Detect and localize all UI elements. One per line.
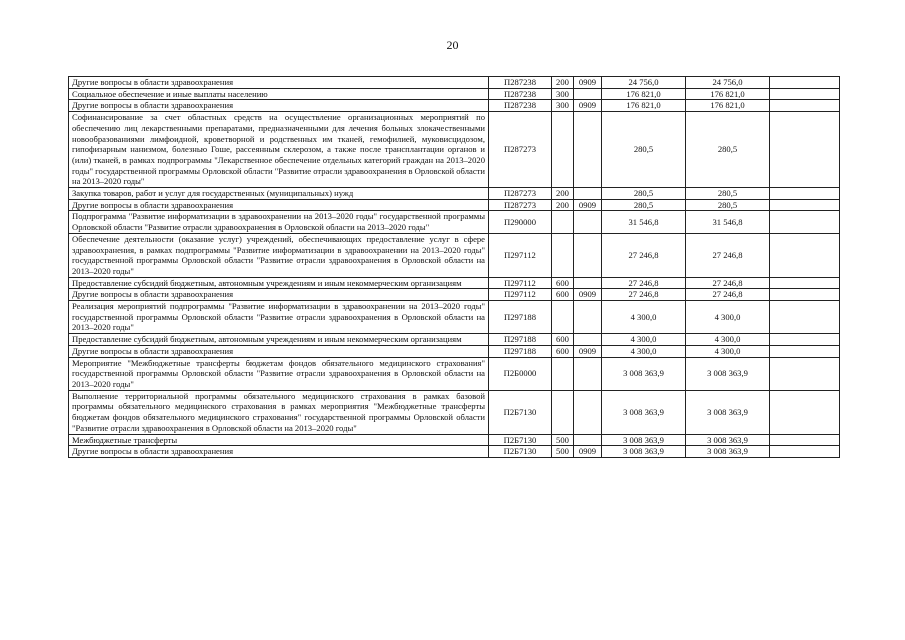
table-row	[69, 199, 840, 211]
amount-cell-2: 27 246,8	[686, 233, 770, 277]
table-row	[69, 446, 840, 458]
amount-cell-2: 24 756,0	[686, 77, 770, 89]
item-name-cell: Подпрограмма "Развитие информатизации в здравоохранении на 2013–2020 годы" государственной программы Орловской области "Развитие отрасли здравоохранения в Орловской области на 2013–2020 годы"	[69, 211, 489, 233]
expense-type-cell: 600	[552, 334, 574, 346]
item-name-cell: Обеспечение деятельности (оказание услуг) учреждений, обеспечивающих предоставление услуг в сфере здравоохранения, в рамках подпрограммы "Развитие информатизации в здравоохранении на 2013–2020 годы" государственной программы Орловской области "Развитие отрасли здравоохранения в Орловской области на 2013–2020 годы"	[69, 233, 489, 277]
table-row	[69, 390, 840, 434]
section-code-cell	[574, 390, 602, 434]
table-row	[69, 112, 840, 188]
budget-table	[68, 76, 840, 458]
empty-cell	[770, 446, 840, 458]
target-code-cell: П287273	[489, 188, 552, 200]
amount-cell: 4 300,0	[602, 334, 686, 346]
section-code-cell	[574, 301, 602, 334]
target-code-cell: П297188	[489, 345, 552, 357]
target-code-cell: П290000	[489, 211, 552, 233]
amount-cell: 176 821,0	[602, 100, 686, 112]
amount-cell-2: 4 300,0	[686, 301, 770, 334]
amount-cell: 3 008 363,9	[602, 434, 686, 446]
expense-type-cell: 300	[552, 88, 574, 100]
expense-type-cell: 600	[552, 289, 574, 301]
amount-cell-2: 4 300,0	[686, 345, 770, 357]
expense-type-cell	[552, 211, 574, 233]
empty-cell	[770, 434, 840, 446]
empty-cell	[770, 301, 840, 334]
item-name-cell: Предоставление субсидий бюджетным, автономным учреждениям и иным некоммерческим организациям	[69, 334, 489, 346]
target-code-cell: П287238	[489, 77, 552, 89]
item-name-cell: Другие вопросы в области здравоохранения	[69, 77, 489, 89]
section-code-cell: 0909	[574, 446, 602, 458]
amount-cell: 27 246,8	[602, 289, 686, 301]
table-row	[69, 434, 840, 446]
item-name-cell: Софинансирование за счет областных средств на осуществление организационных мероприятий по обеспечению лиц лекарственными препаратами, предназначенными для лечения больных злокачественными новообразованиями лимфоидной, кроветворной и родственных им тканей, гемофилией, муковисцидозом, гипофизарным нанизмом, болезнью Гоше, рассеянным склерозом, а также после трансплантации органов и (или) тканей, в рамках подпрограммы "Лекарственное обеспечение отдельных категорий граждан на 2013–2020 годы" государственной программы Орловской области "Развитие отрасли здравоохранения в Орловской области на 2013–2020 годы"	[69, 112, 489, 188]
section-code-cell: 0909	[574, 199, 602, 211]
item-name-cell: Реализация мероприятий подпрограммы "Развитие информатизации в здравоохранении на 2013–2020 годы" государственной программы Орловской области "Развитие отрасли здравоохранения в Орловской области на 2013–2020 годы"	[69, 301, 489, 334]
empty-cell	[770, 334, 840, 346]
target-code-cell: П297188	[489, 301, 552, 334]
section-code-cell: 0909	[574, 77, 602, 89]
expense-type-cell: 600	[552, 277, 574, 289]
section-code-cell	[574, 112, 602, 188]
expense-type-cell	[552, 233, 574, 277]
expense-type-cell: 500	[552, 434, 574, 446]
amount-cell: 280,5	[602, 188, 686, 200]
item-name-cell: Другие вопросы в области здравоохранения	[69, 289, 489, 301]
section-code-cell	[574, 334, 602, 346]
expense-type-cell	[552, 390, 574, 434]
item-name-cell: Межбюджетные трансферты	[69, 434, 489, 446]
target-code-cell: П2Б7130	[489, 434, 552, 446]
amount-cell: 280,5	[602, 112, 686, 188]
target-code-cell: П287273	[489, 199, 552, 211]
table-row	[69, 77, 840, 89]
item-name-cell: Социальное обеспечение и иные выплаты населению	[69, 88, 489, 100]
expense-type-cell	[552, 357, 574, 390]
item-name-cell: Другие вопросы в области здравоохранения	[69, 100, 489, 112]
table-row	[69, 88, 840, 100]
amount-cell-2: 176 821,0	[686, 88, 770, 100]
item-name-cell: Мероприятие "Межбюджетные трансферты бюджетам фондов обязательного медицинского страхования" государственной программы Орловской области "Развитие отрасли здравоохранения в Орловской области на 2013–2020 годы"	[69, 357, 489, 390]
table-row	[69, 289, 840, 301]
empty-cell	[770, 357, 840, 390]
amount-cell-2: 3 008 363,9	[686, 446, 770, 458]
target-code-cell: П287273	[489, 112, 552, 188]
amount-cell: 3 008 363,9	[602, 446, 686, 458]
amount-cell-2: 176 821,0	[686, 100, 770, 112]
target-code-cell: П297112	[489, 289, 552, 301]
table-row	[69, 334, 840, 346]
target-code-cell: П2Б0000	[489, 357, 552, 390]
empty-cell	[770, 199, 840, 211]
empty-cell	[770, 88, 840, 100]
target-code-cell: П287238	[489, 100, 552, 112]
section-code-cell	[574, 88, 602, 100]
empty-cell	[770, 233, 840, 277]
table-row	[69, 211, 840, 233]
section-code-cell	[574, 233, 602, 277]
target-code-cell: П2Б7130	[489, 446, 552, 458]
section-code-cell	[574, 277, 602, 289]
empty-cell	[770, 289, 840, 301]
section-code-cell	[574, 188, 602, 200]
empty-cell	[770, 211, 840, 233]
table-row	[69, 345, 840, 357]
empty-cell	[770, 188, 840, 200]
empty-cell	[770, 390, 840, 434]
item-name-cell: Другие вопросы в области здравоохранения	[69, 345, 489, 357]
section-code-cell: 0909	[574, 289, 602, 301]
target-code-cell: П2Б7130	[489, 390, 552, 434]
amount-cell-2: 3 008 363,9	[686, 390, 770, 434]
amount-cell: 31 546,8	[602, 211, 686, 233]
section-code-cell	[574, 434, 602, 446]
amount-cell: 280,5	[602, 199, 686, 211]
amount-cell: 3 008 363,9	[602, 357, 686, 390]
expense-type-cell	[552, 112, 574, 188]
amount-cell: 3 008 363,9	[602, 390, 686, 434]
item-name-cell: Выполнение территориальной программы обязательного медицинского страхования в рамках базовой программы обязательного медицинского страхования в рамках мероприятия "Межбюджетные трансферты бюджетам фондов обязательного медицинского страхования" государственной программы Орловской области "Развитие отрасли здравоохранения в Орловской области на 2013–2020 годы"	[69, 390, 489, 434]
empty-cell	[770, 112, 840, 188]
amount-cell-2: 31 546,8	[686, 211, 770, 233]
amount-cell-2: 4 300,0	[686, 334, 770, 346]
expense-type-cell	[552, 301, 574, 334]
expense-type-cell: 200	[552, 188, 574, 200]
item-name-cell: Другие вопросы в области здравоохранения	[69, 199, 489, 211]
expense-type-cell: 200	[552, 199, 574, 211]
amount-cell-2: 280,5	[686, 112, 770, 188]
expense-type-cell: 600	[552, 345, 574, 357]
amount-cell: 27 246,8	[602, 277, 686, 289]
item-name-cell: Другие вопросы в области здравоохранения	[69, 446, 489, 458]
amount-cell: 4 300,0	[602, 345, 686, 357]
amount-cell: 176 821,0	[602, 88, 686, 100]
amount-cell: 27 246,8	[602, 233, 686, 277]
target-code-cell: П297112	[489, 277, 552, 289]
expense-type-cell: 500	[552, 446, 574, 458]
amount-cell-2: 3 008 363,9	[686, 434, 770, 446]
amount-cell-2: 27 246,8	[686, 277, 770, 289]
amount-cell-2: 280,5	[686, 188, 770, 200]
section-code-cell: 0909	[574, 100, 602, 112]
expense-type-cell: 300	[552, 100, 574, 112]
table-row	[69, 277, 840, 289]
amount-cell-2: 280,5	[686, 199, 770, 211]
item-name-cell: Предоставление субсидий бюджетным, автономным учреждениям и иным некоммерческим организациям	[69, 277, 489, 289]
empty-cell	[770, 100, 840, 112]
table-row	[69, 357, 840, 390]
section-code-cell	[574, 211, 602, 233]
target-code-cell: П287238	[489, 88, 552, 100]
expense-type-cell: 200	[552, 77, 574, 89]
amount-cell: 24 756,0	[602, 77, 686, 89]
table-row	[69, 301, 840, 334]
amount-cell-2: 3 008 363,9	[686, 357, 770, 390]
empty-cell	[770, 345, 840, 357]
item-name-cell: Закупка товаров, работ и услуг для государственных (муниципальных) нужд	[69, 188, 489, 200]
table-row	[69, 100, 840, 112]
target-code-cell: П297112	[489, 233, 552, 277]
budget-table-body	[69, 77, 840, 458]
target-code-cell: П297188	[489, 334, 552, 346]
amount-cell-2: 27 246,8	[686, 289, 770, 301]
section-code-cell	[574, 357, 602, 390]
table-row	[69, 233, 840, 277]
amount-cell: 4 300,0	[602, 301, 686, 334]
table-row	[69, 188, 840, 200]
empty-cell	[770, 77, 840, 89]
empty-cell	[770, 277, 840, 289]
page-number: 20	[446, 38, 459, 52]
section-code-cell: 0909	[574, 345, 602, 357]
